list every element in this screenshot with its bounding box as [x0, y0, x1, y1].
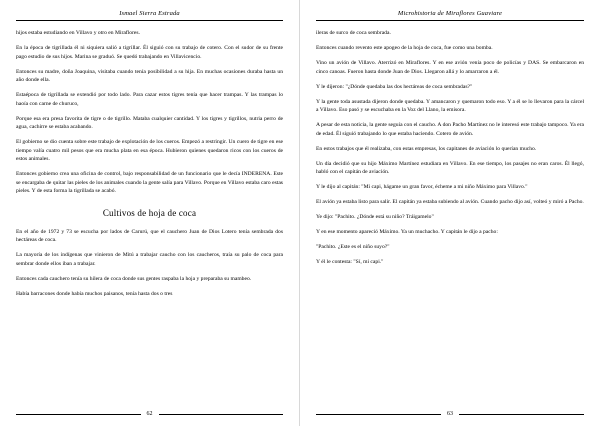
- folio-rule-line: [459, 414, 584, 415]
- paragraph: Porque esa era presa favorita de tigre o de tigrillo. Mataba cualquier cantidad. Y los tigres y tigrillos, nutria perro de agua, cachirre se estaba acabando.: [16, 115, 283, 130]
- folio-rule-right: [316, 411, 584, 417]
- paragraph: Ye dijo: "Pachito. ¿Dónde está su niño? Tráigamelo": [316, 214, 434, 220]
- paragraph: Entonces su madre, doña Joaquina, visitaba cuando tenía posibilidad a su hija. En muchas ocasiones duraba hasta un año donde ella.: [16, 68, 283, 83]
- paragraph: El gobierno se dio cuenta sobre este trabajo de explotación de los cueros. Empezó a restringir. Un cuero de tigre en ese tiempo valía cuatro mil pesos que era mucha plata en esa época. Hubieron quienes quedaron ricos con los cueros de estos animales.: [16, 139, 283, 162]
- paragraph: Vino un avión de Villavo. Aterrizó en Miraflores. Y en ese avión venía poco de policías y DAS. Se embarcaron en cinco canoas. Fueron hasta donde Juan de Dios. Llegaron allá y lo amarraron a él.: [316, 60, 584, 75]
- paragraph: En estos trabajos que él realizaba, con estas empresas, los capitanes de aviación lo querían mucho.: [316, 145, 537, 152]
- paragraph: Entonces cada cauchero tenía su hilera de coca donde sus gentes raspaba la hoja y preparaba su mambeo.: [16, 275, 252, 282]
- paragraph: En el año de 1972 y 73 se escucha por lados de Carurú, que el cauchero Juan de Dios Lotero tenía sembrada dos hectáreas de coca.: [16, 228, 283, 243]
- page-right: [300, 0, 600, 426]
- body-column-right: [316, 29, 584, 426]
- folio-rule-line: [159, 414, 284, 415]
- paragraph: ileras de surco de coca sembrada.: [316, 30, 391, 36]
- paragraph: Y él le contesta: "Sí, mi capi.": [316, 259, 384, 265]
- page-number-left: 62: [146, 411, 153, 417]
- paragraph: Y le dijeron: "¿Dónde quedaba las dos hectáreas de coca sembradas?": [316, 83, 473, 90]
- folio-area-right: [316, 411, 584, 417]
- paragraph: Entonces cuando revento este apogeo de la hoja de coca, fue como una bomba.: [316, 45, 493, 51]
- paragraph: Y la gente toda asustada dijeron donde quedaba. Y amancaron y quemaron todo eso. Y a él se lo llevaron para la cárcel a Villavo. Eso pasó y se escuchaba en la Voz del Llano, la emisora.: [316, 98, 584, 113]
- paragraph: hijos estaba estudiando en Villavo y otro en Miraflores.: [16, 30, 140, 36]
- paragraph: En la época de tigrillada él ni siquiera salió a tigrillar. Él siguió con su trabajo de cotero. Con el sudor de su frente pago estudio de sus hijos. Marina se graduó. Se quedó trabajando en Villavicencio.: [16, 45, 283, 60]
- running-head-left: Ismael Sierra Estrada: [16, 10, 283, 21]
- folio-area-left: [16, 411, 283, 417]
- paragraph: Entonces gobierno crea una oficina de control, bajo responsabilidad de un funcionario que le decía INDERENA. Este se encargaba de quitar las pieles de los animales cuando la gente salía para Villavo. Porque en Villavo estaba caro estas pieles. Y de esta forma la tigrillada se acabó.: [16, 171, 283, 194]
- paragraph: Había barracones donde había muchos paisanos, tenía hasta dos o tres: [16, 290, 173, 297]
- paragraph: Un día decidió que su hijo Máximo Martínez estudiara en Villavo. En ese tiempo, los pasajes no eran caros. Él llegó, habló con el capitán de aviación.: [316, 160, 584, 175]
- page-number-right: 63: [447, 411, 453, 417]
- folio-rule-line: [316, 414, 441, 415]
- paragraph: El avión ya estaba listo para salir. El capitán ya estaba subiendo al avión. Cuando pacho dijo así, volteó y miró a Pacho.: [316, 199, 584, 205]
- paragraph: A pesar de esta noticia, la gente seguía con el caucho. A don Pacho Martínez no le interesó este trabajo tampoco. Ya era de edad. Él siguió trabajando lo que estaba haciendo. Cotero de avión.: [316, 122, 584, 137]
- paragraph: "Pachito. ¿Este es el niño suyo?": [316, 244, 390, 250]
- paragraph: Y le dijo al capitán: "Mi capi, hágame un gran favor, écheme a mi niño Máximo para Villavo.": [316, 184, 528, 190]
- running-head-right: Microhistoria de Miraflores Guaviare: [316, 10, 584, 21]
- body-column-left: [16, 29, 283, 426]
- section-title: Cultivos de hoja de coca: [102, 207, 197, 218]
- paragraph: Estaépoca de tigrillada se extendió por todo lado. Para cazar estos tigres tenía que hacer trampas. Y las trampas lo haoía con carne de churuco,: [16, 92, 283, 107]
- paragraph: Y en ese momento apareció Máximo. Ya un muchacho. Y capitán le dijo a pacho:: [316, 229, 498, 235]
- paragraph: La mayoría de los indígenas que vinieron de Mitú a trabajar caucho con los caucheros, traía su palo de coca para sembrar donde ellos iban a trabajar.: [16, 252, 283, 267]
- folio-rule-left: [16, 411, 283, 417]
- folio-rule-line: [16, 414, 141, 415]
